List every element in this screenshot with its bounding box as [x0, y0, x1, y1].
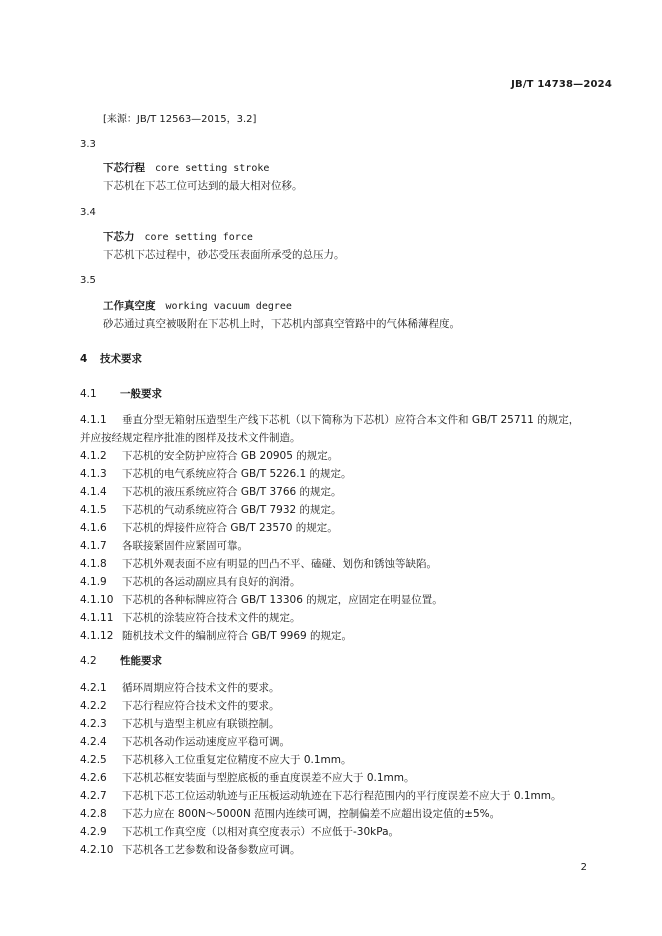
clause	[80, 448, 338, 463]
clause-text: 随机技术文件的编制应符合 GB/T 9969 的规定。	[122, 630, 353, 642]
clause-number: 4.1.10	[80, 594, 114, 606]
term-definition: 下芯机下芯过程中，砂芯受压表面所承受的总压力。	[103, 249, 345, 261]
clause-number: 4.1.2	[80, 450, 107, 462]
clause	[80, 680, 280, 695]
clause-text: 下芯机外观表面不应有明显的凹凸不平、磕碰、划伤和锈蚀等缺陷。	[122, 558, 437, 570]
clause-number: 4.2.9	[80, 826, 107, 838]
clause-text: 下芯机各工艺参数和设备参数应可调。	[122, 844, 301, 856]
clause-continuation: 并应按经规定程序批准的图样及技术文件制造。	[80, 432, 301, 444]
term-en: core setting stroke	[155, 163, 270, 174]
clause-number: 4.1.3	[80, 468, 107, 480]
clause-text: 下芯机的液压系统应符合 GB/T 3766 的规定。	[122, 486, 342, 498]
clause	[80, 538, 248, 553]
clause	[80, 628, 352, 643]
clause-number: 4.1.6	[80, 522, 107, 534]
clause-text: 下芯机的气动系统应符合 GB/T 7932 的规定。	[122, 504, 342, 516]
clause-number: 4.2.6	[80, 772, 107, 784]
clause-number: 4.2.1	[80, 682, 107, 694]
clause	[80, 716, 280, 731]
clause-number: 4.1.1	[80, 414, 107, 426]
term-heading	[103, 298, 292, 313]
term-zh: 下芯行程	[103, 162, 145, 174]
clause-text: 下芯机的各种标牌应符合 GB/T 13306 的规定，应固定在明显位置。	[122, 594, 443, 606]
clause-text: 下芯机的涂装应符合技术文件的规定。	[122, 612, 301, 624]
chapter-title: 技术要求	[100, 353, 142, 365]
clause-number: 4.1.4	[80, 486, 107, 498]
clause	[80, 842, 301, 857]
term-en: core setting force	[144, 232, 253, 243]
clause	[80, 806, 500, 821]
clause	[80, 466, 352, 481]
clause-text: 下芯机各动作运动速度应平稳可调。	[122, 736, 290, 748]
clause-text: 下芯机工作真空度（以相对真空度表示）不应低于-30kPa。	[122, 826, 400, 838]
source-reference: [来源：JB/T 12563—2015，3.2]	[103, 114, 257, 125]
clause-number: 4.1.12	[80, 630, 114, 642]
clause-text: 下芯力应在 800N～5000N 范围内连续可调，控制偏差不应超出设定值的±5%。	[122, 808, 501, 820]
clause	[80, 502, 342, 517]
clause	[80, 520, 338, 535]
section-heading	[80, 653, 162, 668]
clause-text: 下芯机移入工位重复定位精度不应大于 0.1mm。	[122, 754, 352, 766]
clause-text: 下芯机与造型主机应有联锁控制。	[122, 718, 280, 730]
section-title: 一般要求	[120, 388, 162, 400]
clause-number: 4.1.9	[80, 576, 107, 588]
clause-text: 下芯机的安全防护应符合 GB 20905 的规定。	[122, 450, 339, 462]
clause-text: 垂直分型无箱射压造型生产线下芯机（以下简称为下芯机）应符合本文件和 GB/T 25711 的规定，	[122, 414, 580, 426]
clause-number: 4.1.7	[80, 540, 107, 552]
clause-text: 下芯机的电气系统应符合 GB/T 5226.1 的规定。	[122, 468, 352, 480]
term-heading	[103, 229, 253, 244]
clause	[80, 752, 352, 767]
clause-text: 循环周期应符合技术文件的要求。	[122, 682, 280, 694]
standard-number: JB/T 14738—2024	[511, 79, 612, 90]
section-heading	[80, 386, 162, 401]
section-number: 4.1	[80, 388, 97, 400]
term-definition: 砂芯通过真空被吸附在下芯机上时，下芯机内部真空管路中的气体稀薄程度。	[103, 318, 460, 330]
chapter-heading	[80, 351, 142, 366]
section-number: 4.2	[80, 655, 97, 667]
term-number: 3.5	[80, 275, 96, 286]
clause	[80, 824, 399, 839]
clause	[80, 484, 342, 499]
term-definition: 下芯机在下芯工位可达到的最大相对位移。	[103, 180, 303, 192]
clause	[80, 556, 437, 571]
term-en: working vacuum degree	[165, 301, 292, 312]
clause-number: 4.1.8	[80, 558, 107, 570]
term-number: 3.3	[80, 139, 96, 150]
section-title: 性能要求	[120, 655, 162, 667]
term-heading	[103, 160, 269, 175]
clause-number: 4.1.11	[80, 612, 114, 624]
clause-number: 4.2.4	[80, 736, 107, 748]
clause-text: 下芯机下芯工位运动轨迹与正压板运动轨迹在下芯行程范围内的平行度误差不应大于 0.1mm。	[122, 790, 562, 802]
clause	[80, 574, 301, 589]
clause	[80, 610, 301, 625]
clause-number: 4.1.5	[80, 504, 107, 516]
chapter-number: 4	[80, 353, 88, 365]
clause	[80, 592, 443, 607]
clause-text: 下芯机芯框安装面与型腔底板的垂直度误差不应大于 0.1mm。	[122, 772, 415, 784]
clause-number: 4.2.10	[80, 844, 114, 856]
clause	[80, 788, 562, 803]
clause-number: 4.2.3	[80, 718, 107, 730]
clause-number: 4.2.2	[80, 700, 107, 712]
clause-number: 4.2.5	[80, 754, 107, 766]
clause-text: 下芯机的各运动副应具有良好的润滑。	[122, 576, 301, 588]
clause	[80, 770, 415, 785]
clause-text: 下芯机的焊接件应符合 GB/T 23570 的规定。	[122, 522, 338, 534]
clause	[80, 698, 280, 713]
clause-number: 4.2.8	[80, 808, 107, 820]
page-number: 2	[580, 862, 587, 873]
term-number: 3.4	[80, 207, 96, 218]
term-zh: 下芯力	[103, 231, 135, 243]
clause-number: 4.2.7	[80, 790, 107, 802]
clause	[80, 734, 290, 749]
term-zh: 工作真空度	[103, 300, 156, 312]
clause-text: 下芯行程应符合技术文件的要求。	[122, 700, 280, 712]
clause	[80, 412, 579, 427]
clause-text: 各联接紧固件应紧固可靠。	[122, 540, 248, 552]
